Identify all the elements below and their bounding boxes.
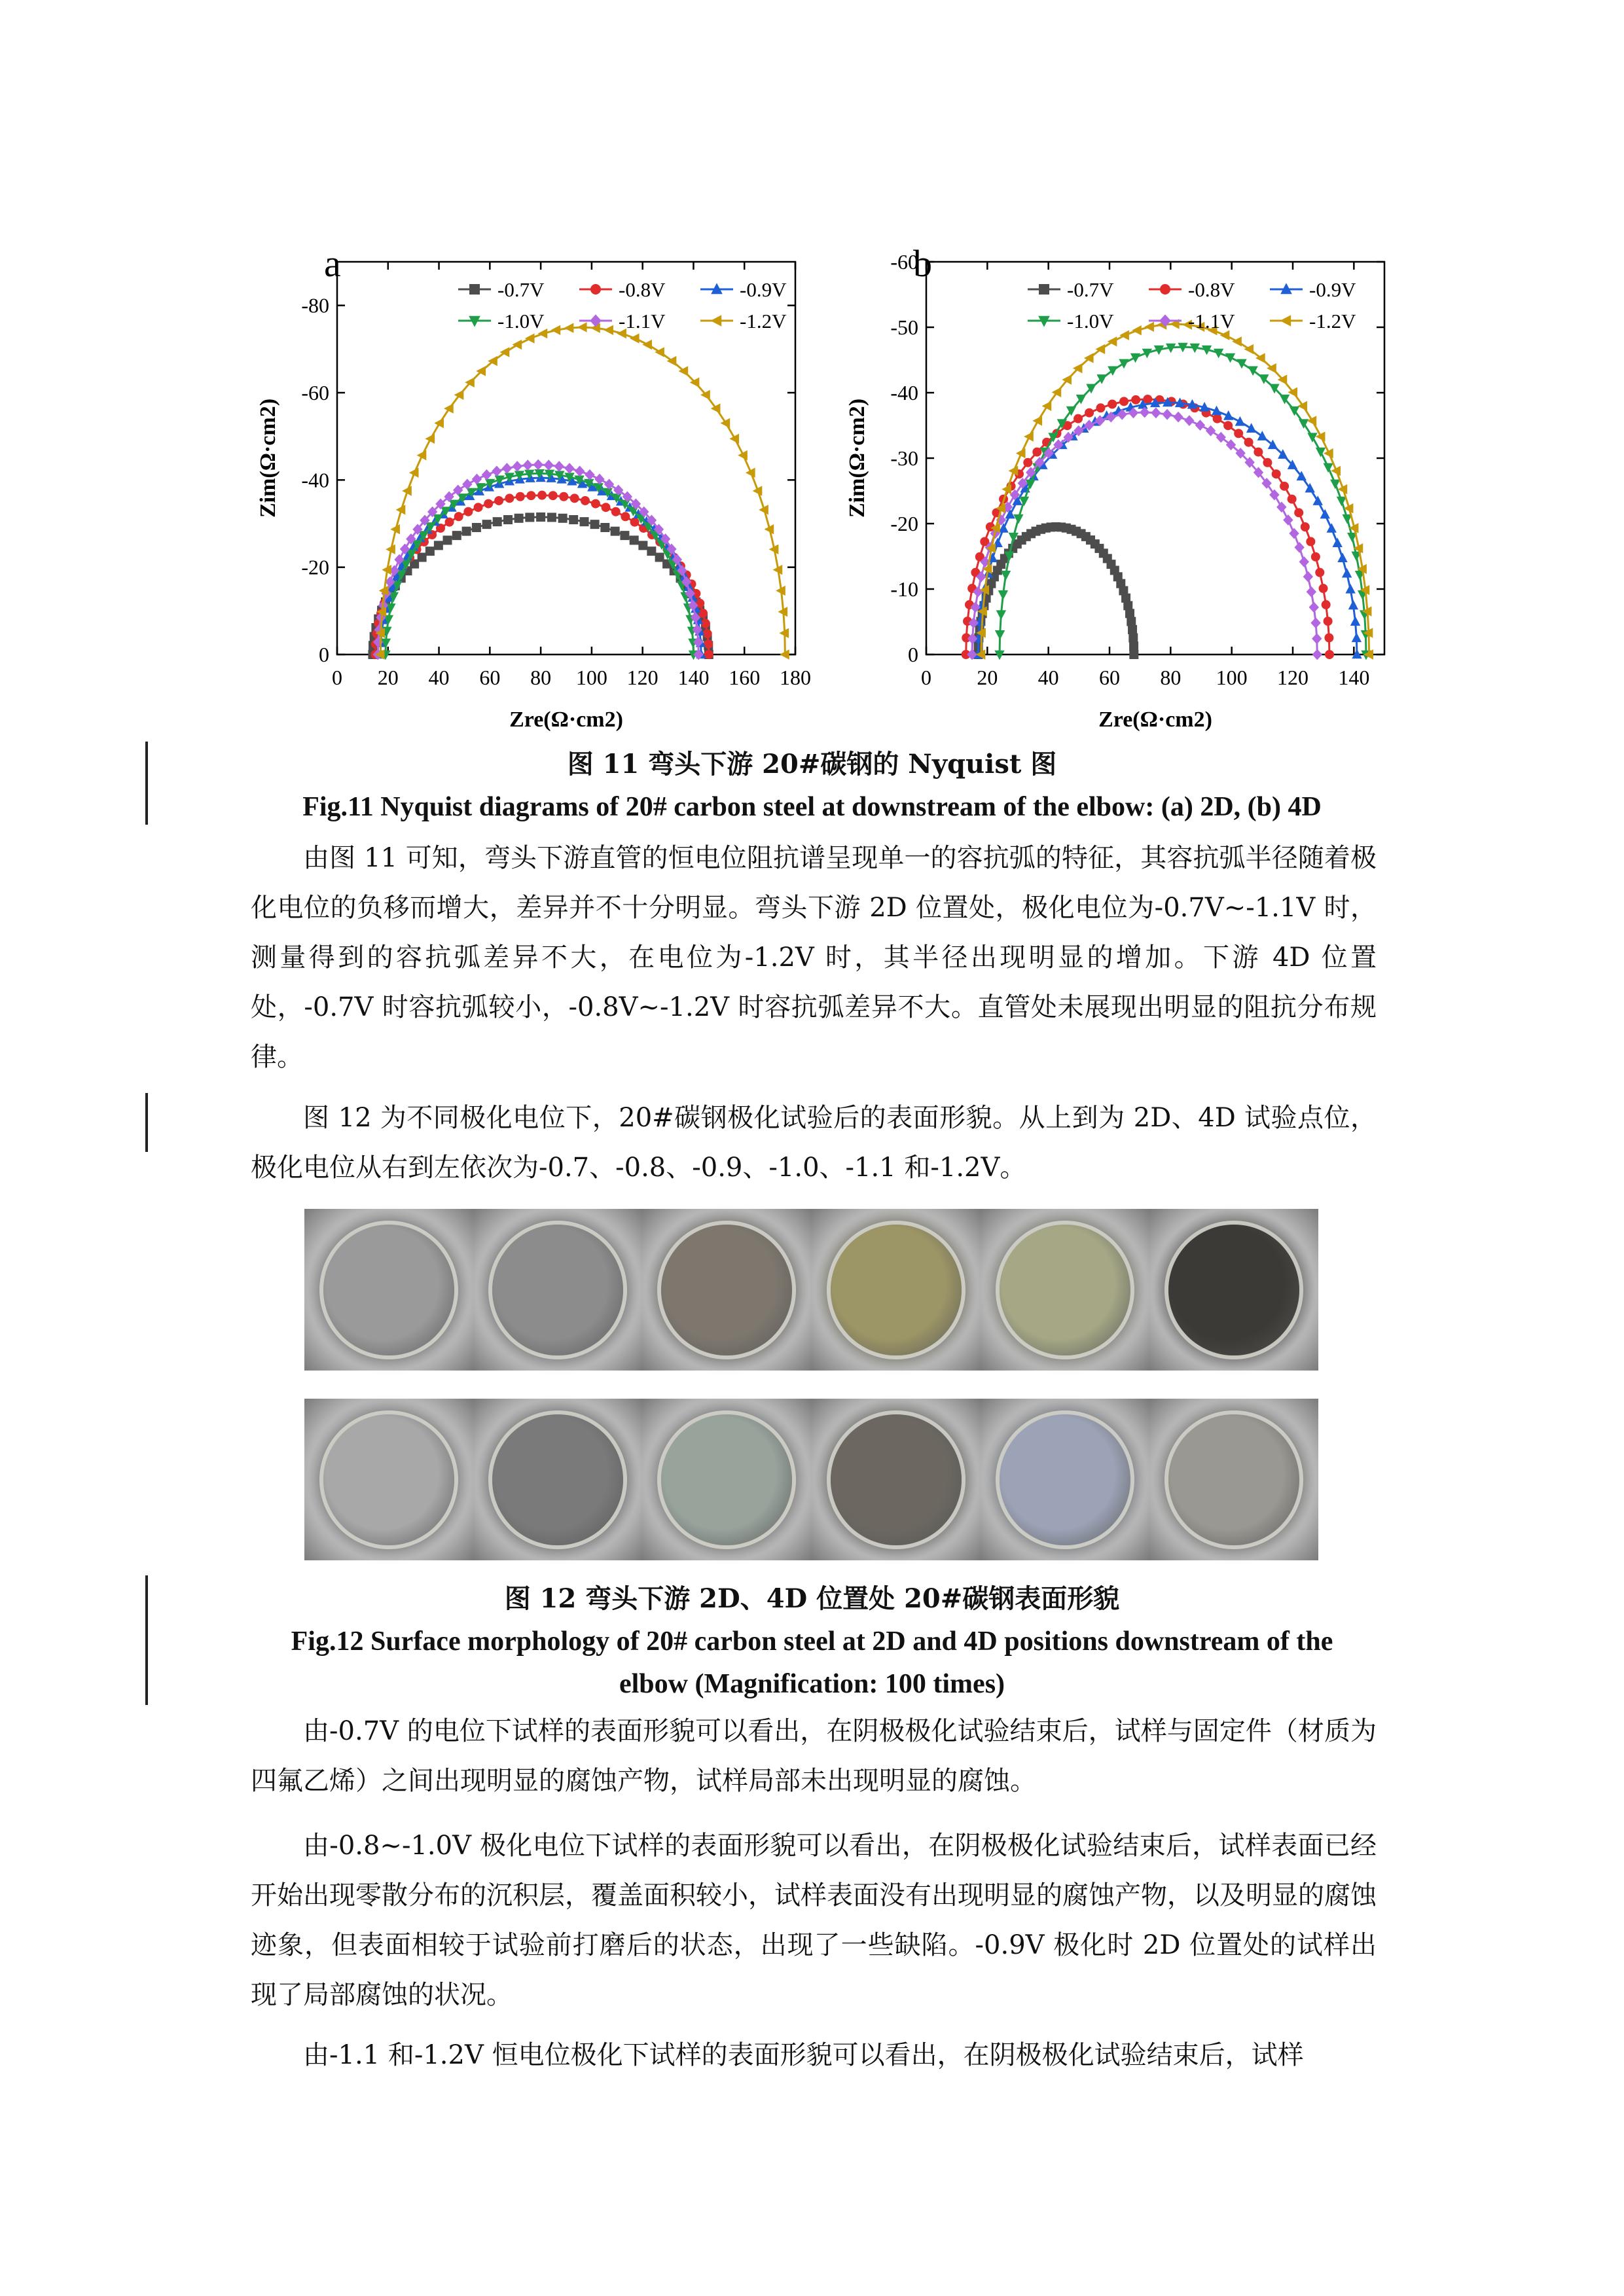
legend-label: -1.0V <box>1067 310 1114 332</box>
data-point <box>698 609 708 618</box>
data-point <box>1348 600 1358 609</box>
y-tick-label: 0 <box>319 643 329 666</box>
data-point <box>581 496 590 505</box>
legend-label: -0.7V <box>1067 278 1114 301</box>
paragraph-1 <box>251 833 1377 1082</box>
legend <box>1028 278 1356 332</box>
legend-label: -0.9V <box>1309 278 1356 301</box>
data-point <box>1023 458 1032 467</box>
data-point <box>1123 601 1132 610</box>
data-point <box>577 322 587 332</box>
legend-label: -1.2V <box>1309 310 1356 332</box>
paragraph-1-text: 由图 11 可知，弯头下游直管的恒电位阻抗谱呈现单一的容抗弧的特征，其容抗弧半径随着极化电位的负移而增大，差异并不十分明显。弯头下游 2D 位置处，极化电位为-0.7V~-1.1V 时，测量得到的容抗弧差异不大，在电位为-1.2V 时，其半径出现明显的增加。下游 4D 位置处，-0.7V 时容抗弧较小，-0.8V~-1.2V 时容抗弧差异不大。直管处未展现出明显的阻抗分布规律。 <box>251 843 1377 1072</box>
series--1.2V <box>375 322 789 659</box>
x-tick-label: 100 <box>575 666 607 689</box>
legend-label: -0.8V <box>619 278 666 301</box>
data-point <box>1129 650 1138 659</box>
data-point <box>472 474 482 485</box>
legend-label: -0.8V <box>1188 278 1235 301</box>
x-axis-label: Zre(Ω·cm2) <box>1098 708 1212 732</box>
panel-label: a <box>324 242 341 285</box>
surface-photo-4d-6 <box>1149 1399 1318 1560</box>
x-tick-label: 40 <box>428 666 450 689</box>
data-point <box>1307 586 1316 598</box>
surface-photo-4d-3 <box>642 1399 811 1560</box>
data-point <box>1001 571 1011 581</box>
y-axis-label: Zim(Ω·cm2) <box>845 398 869 518</box>
photo-row-2d <box>304 1209 1318 1371</box>
data-point <box>1042 401 1052 411</box>
x-axis-label: Zre(Ω·cm2) <box>509 708 623 732</box>
data-point <box>1151 407 1161 418</box>
data-point <box>1263 458 1272 467</box>
data-point <box>1144 322 1154 332</box>
data-point <box>642 340 652 350</box>
figure11-caption-cn: 图 11 弯头下游 20#碳钢的 Nyquist 图 <box>567 749 1057 780</box>
data-point <box>1309 601 1319 613</box>
data-point <box>452 531 461 540</box>
data-point <box>418 553 427 562</box>
data-point <box>445 518 454 527</box>
x-tick-label: 0 <box>921 666 931 689</box>
data-point <box>995 630 1005 640</box>
data-point <box>1257 431 1267 440</box>
data-point <box>1234 429 1243 438</box>
data-point <box>585 469 594 480</box>
surface-photo-2d-5 <box>981 1209 1149 1371</box>
panel-label: b <box>913 242 932 285</box>
data-point <box>621 512 630 521</box>
data-point <box>1345 584 1355 594</box>
data-point <box>1324 633 1333 642</box>
paragraph-4-text: 由-0.8~-1.0V 极化电位下试样的表面形貌可以看出，在阴极极化试验结束后，试样表面已经开始出现零散分布的沉积层，覆盖面积较小，试样表面没有出现明显的腐蚀产物，以及明显的腐蚀迹象，但表面相较于试验前打磨后的状态，出现了一些缺陷。-0.9V 极化时 2D 位置处的试样出现了局部腐蚀的状况。 <box>251 1831 1377 2010</box>
data-point <box>564 463 574 474</box>
data-point <box>454 512 463 521</box>
y-tick-label: -80 <box>301 293 329 317</box>
series--0.8V <box>962 395 1334 659</box>
data-point <box>1131 395 1140 404</box>
x-tick-label: 140 <box>1338 666 1370 689</box>
data-point <box>1312 649 1322 660</box>
surface-photo-2d-6 <box>1149 1209 1318 1371</box>
legend-marker <box>1280 315 1291 327</box>
data-point <box>602 503 611 512</box>
data-point <box>711 403 721 413</box>
data-point <box>720 418 730 428</box>
data-point <box>1074 414 1083 423</box>
y-tick-label: 0 <box>908 643 918 666</box>
data-point <box>1312 633 1322 644</box>
surface-photo-4d-2 <box>473 1399 642 1560</box>
data-point <box>472 523 481 532</box>
data-point <box>630 535 639 545</box>
data-point <box>1108 399 1117 408</box>
x-tick-label: 40 <box>1038 666 1059 689</box>
data-point <box>526 491 535 500</box>
x-tick-label: 80 <box>530 666 552 689</box>
data-point <box>704 639 713 649</box>
series-line <box>966 399 1329 655</box>
data-point <box>1306 537 1315 547</box>
data-point <box>1301 522 1310 531</box>
data-point <box>493 517 502 526</box>
paragraph-5 <box>251 2030 1377 2080</box>
data-point <box>1316 448 1326 457</box>
data-point <box>1223 421 1233 430</box>
data-point <box>630 518 640 527</box>
data-point <box>1315 568 1324 577</box>
data-point <box>1319 584 1328 593</box>
data-point <box>1294 508 1303 517</box>
data-point <box>1119 359 1128 369</box>
series-line <box>386 473 694 655</box>
data-point <box>482 469 492 480</box>
data-point <box>474 503 483 512</box>
data-point <box>1236 359 1246 369</box>
data-point <box>1254 448 1263 457</box>
legend-label: -0.7V <box>497 278 545 301</box>
data-point <box>522 459 532 471</box>
x-tick-label: 0 <box>332 666 342 689</box>
data-point <box>1310 617 1320 628</box>
data-point <box>729 434 739 444</box>
data-point <box>454 390 464 400</box>
surface-photo-2d-4 <box>812 1209 981 1371</box>
surface-photo-2d-3 <box>642 1209 811 1371</box>
data-point <box>1129 641 1138 651</box>
data-point <box>580 517 589 526</box>
surface-photo-4d-4 <box>812 1399 981 1560</box>
nyquist-chart-4d <box>845 236 1440 753</box>
data-point <box>525 512 534 522</box>
data-point <box>536 512 545 522</box>
data-point <box>1324 617 1333 626</box>
data-point <box>494 496 503 505</box>
revision-bar <box>145 1093 148 1152</box>
legend-marker <box>469 284 480 295</box>
data-point <box>502 463 512 474</box>
data-point <box>564 323 574 332</box>
data-point <box>537 491 547 500</box>
data-point <box>1276 501 1286 512</box>
legend-marker <box>590 284 601 295</box>
legend-marker <box>1039 284 1049 295</box>
data-point <box>1206 425 1216 437</box>
legend-marker <box>1160 284 1170 295</box>
data-point <box>544 459 554 471</box>
x-tick-label: 80 <box>1160 666 1182 689</box>
x-tick-label: 120 <box>626 666 659 689</box>
data-point <box>1085 408 1094 418</box>
paragraph-2-text: 图 12 为不同极化电位下，20#碳钢极化试验后的表面形貌。从上到为 2D、4D 试验点位，极化电位从右到左依次为-0.7、-0.8、-0.9、-1.0、-1.1 和-1.2V。 <box>251 1103 1377 1183</box>
data-point <box>703 629 712 638</box>
legend-marker <box>710 315 721 327</box>
nyquist-chart-2d-svg <box>256 236 884 753</box>
data-point <box>513 461 522 472</box>
data-point <box>1307 416 1316 425</box>
data-point <box>1303 571 1313 583</box>
nyquist-chart-4d-svg <box>845 236 1440 753</box>
data-point <box>569 515 578 524</box>
surface-photo-4d-1 <box>304 1399 473 1560</box>
data-point <box>425 547 435 556</box>
y-tick-label: -20 <box>890 512 918 535</box>
figure12-caption-cn: 图 12 弯头下游 2D、4D 位置处 20#碳钢表面形貌 <box>504 1583 1120 1614</box>
x-tick-label: 20 <box>977 666 998 689</box>
data-point <box>558 514 568 523</box>
nyquist-chart-2d <box>256 236 884 753</box>
data-point <box>1128 634 1138 643</box>
data-point <box>1246 423 1256 433</box>
data-point <box>1184 415 1194 426</box>
legend-label: -1.2V <box>740 310 787 332</box>
data-point <box>604 325 613 335</box>
data-point <box>1280 482 1289 491</box>
data-point <box>1125 609 1134 618</box>
data-point <box>425 434 435 444</box>
x-tick-label: 140 <box>677 666 710 689</box>
data-point <box>1195 420 1205 431</box>
x-tick-label: 160 <box>729 666 761 689</box>
data-point <box>591 499 600 509</box>
y-tick-label: -50 <box>890 315 918 339</box>
paragraph-5-text: 由-1.1 和-1.2V 恒电位极化下试样的表面形貌可以看出，在阴极极化试验结束后，试样 <box>303 2040 1304 2070</box>
data-point <box>1299 556 1309 567</box>
data-point <box>492 465 501 476</box>
data-point <box>575 465 585 476</box>
data-point <box>484 499 493 509</box>
surface-photo-2d-2 <box>473 1209 642 1371</box>
data-point <box>611 527 620 536</box>
data-point <box>1213 414 1222 423</box>
x-tick-label: 60 <box>1099 666 1120 689</box>
data-point <box>1342 568 1352 578</box>
data-point <box>551 325 561 335</box>
data-point <box>505 493 514 503</box>
figure12-caption-en-line2: elbow (Magnification: 100 times) <box>619 1669 1005 1699</box>
data-point <box>1244 438 1254 447</box>
data-point <box>1320 509 1330 519</box>
series-line <box>380 478 701 655</box>
data-point <box>503 515 513 524</box>
data-point <box>1096 403 1105 412</box>
data-point <box>1119 331 1129 340</box>
data-point <box>514 514 524 523</box>
data-point <box>590 520 600 529</box>
data-point <box>434 418 444 428</box>
x-tick-label: 180 <box>780 666 811 689</box>
data-point <box>1332 537 1342 547</box>
series-line <box>380 327 785 655</box>
surface-photo-2d-1 <box>304 1209 473 1371</box>
photo-row-4d <box>304 1399 1318 1560</box>
data-point <box>559 492 568 501</box>
paragraph-3 <box>251 1706 1377 1806</box>
data-point <box>1350 616 1360 626</box>
data-point <box>1289 528 1299 539</box>
data-point <box>462 527 471 536</box>
series--0.9V <box>375 473 706 659</box>
x-tick-label: 60 <box>479 666 501 689</box>
data-point <box>547 512 556 522</box>
data-point <box>1283 514 1293 526</box>
data-point <box>1352 632 1362 642</box>
x-tick-label: 20 <box>377 666 399 689</box>
data-point <box>998 590 1008 600</box>
legend <box>458 278 787 332</box>
y-tick-label: -20 <box>301 555 329 579</box>
data-point <box>1162 409 1172 420</box>
series--1.1V <box>967 407 1322 660</box>
paragraph-4 <box>251 1821 1377 2020</box>
data-point <box>443 535 452 545</box>
data-point <box>1119 397 1128 406</box>
data-point <box>1232 336 1242 346</box>
data-point <box>444 403 454 413</box>
data-point <box>611 507 621 516</box>
y-tick-label: -60 <box>301 381 329 404</box>
y-axis-label: Zim(Ω·cm2) <box>256 398 280 518</box>
figure11-caption-en: Fig.11 Nyquist diagrams of 20# carbon steel at downstream of the elbow: (a) 2D, (b) 4D <box>302 792 1322 822</box>
y-tick-label: -10 <box>890 577 918 601</box>
data-point <box>630 333 640 343</box>
data-point <box>1272 469 1281 478</box>
data-point <box>1108 366 1117 376</box>
data-point <box>1132 325 1142 335</box>
data-point <box>1032 448 1041 457</box>
legend-label: -1.0V <box>497 310 545 332</box>
data-point <box>647 547 656 556</box>
data-point <box>533 459 543 471</box>
data-point <box>1307 433 1317 442</box>
data-point <box>525 333 535 343</box>
data-point <box>1128 625 1137 634</box>
legend-label: -1.1V <box>1188 310 1235 332</box>
data-point <box>482 520 492 529</box>
paragraph-3-text: 由-0.7V 的电位下试样的表面形貌可以看出，在阴极极化试验结束后，试样与固定件（材质为四氟乙烯）之间出现明显的腐蚀产物，试样局部未出现明显的腐蚀。 <box>251 1716 1377 1796</box>
figure12-caption-en-line1: Fig.12 Surface morphology of 20# carbon steel at 2D and 4D positions downstream of the <box>291 1626 1333 1657</box>
data-point <box>1294 542 1304 553</box>
data-point <box>1323 463 1333 473</box>
paragraph-2 <box>251 1093 1377 1193</box>
y-tick-label: -40 <box>301 468 329 492</box>
data-point <box>1327 523 1337 533</box>
data-point <box>1337 552 1347 562</box>
y-tick-label: -40 <box>890 381 918 404</box>
data-point <box>620 531 629 540</box>
data-point <box>463 507 473 516</box>
data-point <box>1325 650 1334 659</box>
data-point <box>1311 552 1320 562</box>
data-point <box>600 523 609 532</box>
data-point <box>516 492 525 501</box>
data-point <box>1248 366 1257 376</box>
data-point <box>1330 480 1340 490</box>
x-tick-label: 100 <box>1216 666 1248 689</box>
data-point <box>594 474 604 485</box>
data-point <box>1052 387 1062 397</box>
data-point <box>1013 514 1023 524</box>
y-tick-label: -30 <box>890 446 918 470</box>
legend-label: -1.1V <box>619 310 666 332</box>
data-point <box>1173 412 1183 423</box>
y-tick-label: -60 <box>890 250 918 274</box>
surface-photo-4d-5 <box>981 1399 1149 1560</box>
data-point <box>434 541 443 550</box>
data-point <box>638 541 647 550</box>
data-point <box>1297 401 1307 411</box>
data-point <box>1288 495 1297 504</box>
legend-label: -0.9V <box>740 278 787 301</box>
data-point <box>1032 416 1042 425</box>
x-tick-label: 120 <box>1277 666 1308 689</box>
data-point <box>549 491 558 500</box>
data-point <box>554 461 564 472</box>
data-point <box>570 493 579 503</box>
data-point <box>1127 617 1136 626</box>
data-point <box>1322 600 1331 609</box>
data-point <box>996 610 1006 620</box>
